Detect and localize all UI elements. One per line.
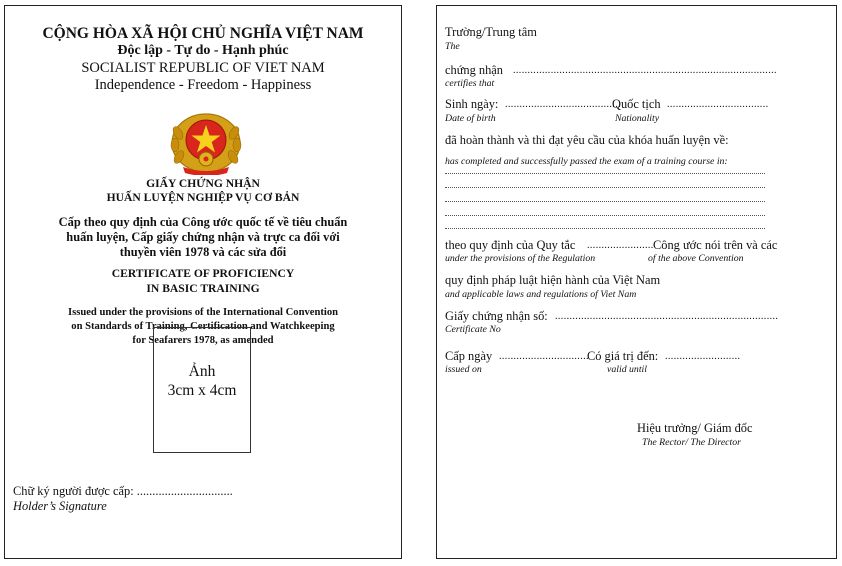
course-line-1	[445, 173, 765, 174]
nationality-label-en: Nationality	[615, 113, 660, 124]
motto-vn: Độc lập - Tự do - Hạnh phúc	[117, 43, 289, 58]
holder-signature-en: Holder’s Signature	[13, 499, 107, 513]
completed-label-vn: đã hoàn thành và thi đạt yêu cầu của khóa huấn luyện về:	[445, 133, 729, 147]
issued-on-label-vn: Cấp ngày	[445, 349, 493, 363]
regulation-field: .......................	[587, 240, 654, 251]
nation-name-en: SOCIALIST REPUBLIC OF VIET NAM	[81, 60, 325, 76]
valid-until-label-en: valid until	[607, 364, 648, 375]
certificate-no-label-en: Certificate No	[445, 324, 501, 335]
certificate-front-page	[4, 5, 402, 559]
issued-en-line2: on Standards of Training, Certification and Watchkeeping	[71, 321, 335, 332]
course-line-5	[445, 228, 765, 229]
issued-vn-line2: huấn luyện, Cấp giấy chứng nhận và trực ca đối với	[66, 230, 340, 244]
nation-name-vn: CỘNG HÒA XÃ HỘI CHỦ NGHĨA VIỆT NAM	[42, 25, 364, 42]
school-label-vn: Trường/Trung tâm	[445, 25, 537, 39]
issued-vn-line1: Cấp theo quy định của Công ước quốc tế về tiêu chuẩn	[58, 215, 348, 229]
laws-label-en: and applicable laws and regulations of Viet Nam	[445, 289, 637, 300]
rector-title-vn: Hiệu trưởng/ Giám đốc	[637, 421, 753, 435]
course-line-3	[445, 201, 765, 202]
convention-label-en: of the above Convention	[648, 253, 744, 264]
completed-label-en: has completed and successfully passed the exam of a training course in:	[445, 156, 728, 167]
valid-until-label-vn: Có giá trị đến:	[587, 349, 659, 363]
issued-en-line3: for Seafarers 1978, as amended	[132, 335, 274, 346]
national-emblem-icon	[169, 113, 243, 175]
certificate-no-field: .............................................................................	[555, 311, 779, 322]
title-vn-line2: HUẤN LUYỆN NGHIỆP VỤ CƠ BẢN	[106, 191, 300, 204]
rector-title-en: The Rector/ The Director	[642, 437, 741, 448]
holder-name-field: ...........................................................................................	[513, 65, 777, 76]
valid-until-field: ..........................	[665, 351, 741, 362]
certificate-no-label-vn: Giấy chứng nhận số:	[445, 309, 548, 323]
convention-label-vn: Công ước nói trên và các	[653, 238, 778, 252]
school-label-en: The	[445, 41, 460, 52]
certifies-label-en: certifies that	[445, 78, 495, 89]
issued-vn-line3: thuyền viên 1978 và các sửa đổi	[119, 245, 287, 259]
dob-label-vn: Sinh ngày:	[445, 97, 499, 111]
regulation-label-en: under the provisions of the Regulation	[445, 253, 596, 264]
title-en-line2: IN BASIC TRAINING	[146, 282, 260, 295]
nationality-field: ...................................	[667, 99, 769, 110]
dob-field: ........................................	[505, 99, 621, 110]
course-line-4	[445, 215, 765, 216]
dob-label-en: Date of birth	[445, 113, 496, 124]
issued-en-line1: Issued under the provisions of the International Convention	[67, 307, 339, 318]
title-vn-line1: GIẤY CHỨNG NHẬN	[146, 177, 260, 190]
motto-en: Independence - Freedom - Happiness	[94, 77, 312, 93]
photo-size: 3cm x 4cm	[167, 382, 237, 399]
photo-label: Ảnh	[188, 363, 216, 380]
regulation-label-vn: theo quy định của Quy tắc	[445, 238, 576, 252]
title-en-line1: CERTIFICATE OF PROFICIENCY	[111, 267, 295, 280]
nationality-label-vn: Quốc tịch	[612, 97, 661, 111]
laws-label-vn: quy định pháp luật hiện hành của Việt Nam	[445, 273, 661, 287]
course-line-2	[445, 187, 765, 188]
certificate-back-page	[436, 5, 837, 559]
photo-placeholder	[153, 327, 251, 453]
issued-on-field: ...............................	[499, 351, 589, 362]
issued-on-label-en: issued on	[445, 364, 482, 375]
certifies-label-vn: chứng nhận	[445, 63, 503, 77]
holder-signature-vn: Chữ ký người được cấp: ...............................	[13, 484, 233, 498]
